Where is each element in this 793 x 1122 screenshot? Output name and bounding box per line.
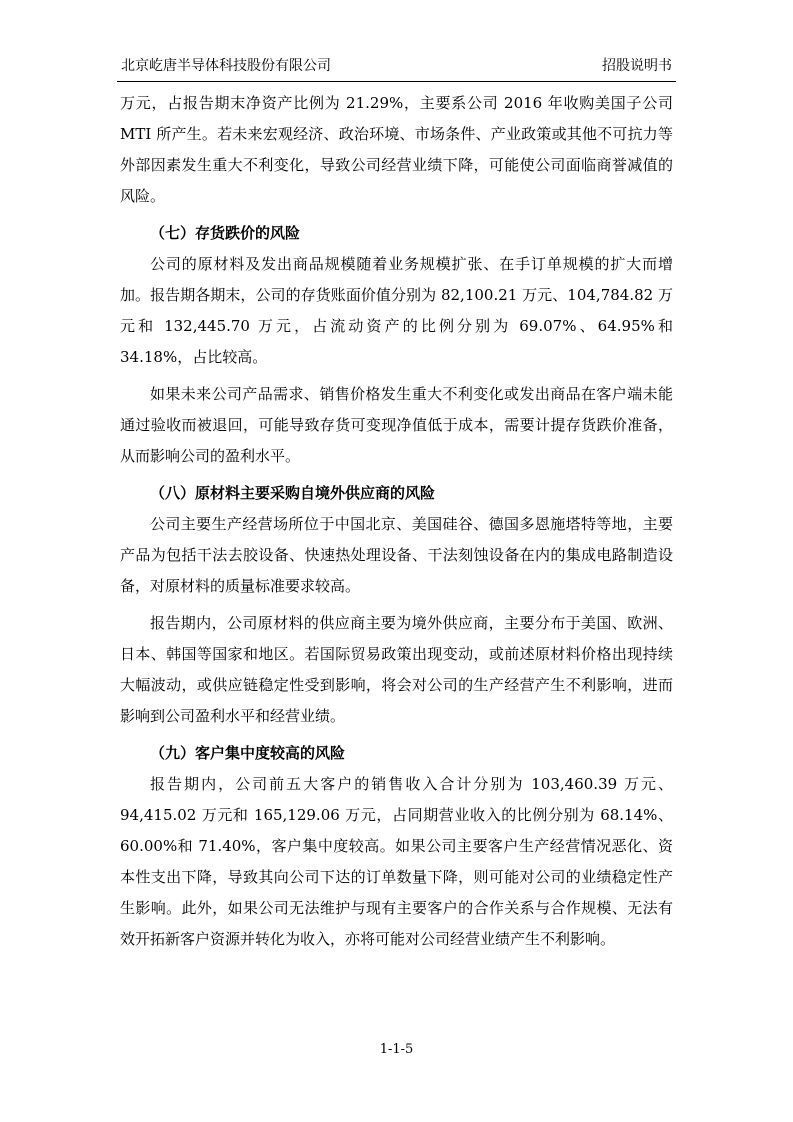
page-header bbox=[117, 55, 676, 79]
paragraph-production-sites: 公司主要生产经营场所位于中国北京、美国硅谷、德国多恩施塔特等地，主要产品为包括干法去胶设备、快速热处理设备、干法刻蚀设备在内的集成电路制造设备，对原材料的质量标准要求较高。 bbox=[120, 515, 673, 595]
paragraph-goodwill-risk: 万元，占报告期末净资产比例为 21.29%，主要系公司 2016 年收购美国子公司 MTI 所产生。若未来宏观经济、政治环境、市场条件、产业政策或其他不可抗力等外部因素发生重大不利变化，导致公司经营业绩下降，可能使公司面临商誉减值的风险。 bbox=[120, 94, 673, 205]
header-company-name: 北京屹唐半导体科技股份有限公司 bbox=[121, 58, 331, 74]
page-number: 1-1-5 bbox=[379, 1042, 414, 1057]
header-document-type: 招股说明书 bbox=[602, 58, 672, 74]
paragraph-inventory-impairment: 如果未来公司产品需求、销售价格发生重大不利变化或发出商品在客户端未能通过验收而被退回，可能导致存货可变现净值低于成本，需要计提存货跌价准备，从而影响公司的盈利水平。 bbox=[120, 385, 673, 465]
paragraph-supplier-distribution: 报告期内，公司原材料的供应商主要为境外供应商，主要分布于美国、欧洲、日本、韩国等国家和地区。若国际贸易政策出现变动，或前述原材料价格出现持续大幅波动，或供应链稳定性受到影响，将会对公司的生产经营产生不利影响，进而影响到公司盈利水平和经营业绩。 bbox=[120, 614, 673, 725]
header-divider bbox=[117, 81, 676, 82]
section-heading-inventory-risk: （七）存货跌价的风险 bbox=[150, 224, 301, 242]
main-content bbox=[120, 88, 673, 955]
section-heading-overseas-supplier-risk: （八）原材料主要采购自境外供应商的风险 bbox=[150, 484, 436, 502]
paragraph-inventory-scale: 公司的原材料及发出商品规模随着业务规模扩张、在手订单规模的扩大而增加。报告期各期末，公司的存货账面价值分别为 82,100.21 万元、104,784.82 万元和 132,445.70 万元，占流动资产的比例分别为 69.07%、64.95%和 34.18%，占比较高。 bbox=[120, 255, 673, 366]
section-heading-customer-concentration-risk: （九）客户集中度较高的风险 bbox=[150, 744, 346, 762]
paragraph-customer-concentration: 报告期内，公司前五大客户的销售收入合计分别为 103,460.39 万元、94,415.02 万元和 165,129.06 万元，占同期营业收入的比例分别为 68.14%、60.00%和 71.40%，客户集中度较高。如果公司主要客户生产经营情况恶化、资本性支出下降，导致其向公司下达的订单数量下降，则可能对公司的业绩稳定性产生影响。此外，如果公司无法维护与现有主要客户的合作关系与合作规模、无法有效开拓新客户资源并转化为收入，亦将可能对公司经营业绩产生不利影响。 bbox=[120, 775, 673, 948]
